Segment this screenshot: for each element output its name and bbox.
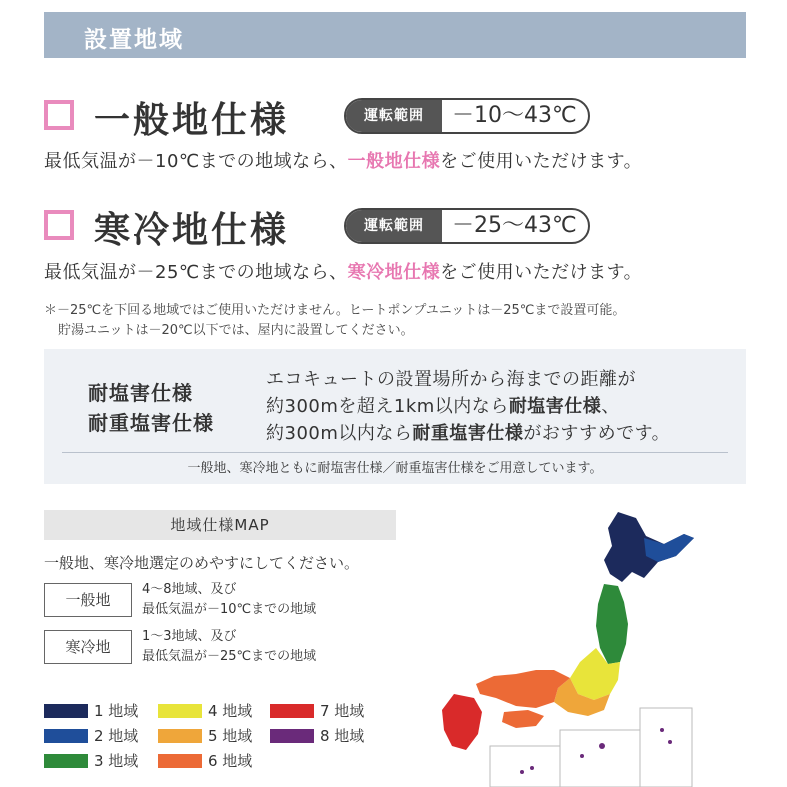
salt-footer-note: 一般地、寒冷地ともに耐塩害仕様／耐重塩害仕様をご用意しています。: [187, 461, 603, 476]
salt-line2-bold: 耐塩害仕様: [508, 396, 602, 417]
map-island-6: [668, 740, 672, 744]
map-guide-text: 一般地、寒冷地選定のめやすにしてください。: [44, 554, 360, 572]
section-header: [44, 12, 746, 58]
legend-label-7: 7 地域: [320, 702, 365, 720]
map-okinawa-islands: [520, 728, 672, 774]
map-inset-box-1: [490, 746, 560, 787]
cold-spec-desc: [44, 258, 642, 284]
legend-swatch-7: [270, 704, 314, 718]
map-island-2: [530, 766, 534, 770]
general-desc-before: 最低気温が－10℃までの地域なら、: [44, 151, 348, 172]
cold-range-pill: [344, 208, 590, 244]
general-desc-highlight: 一般地仕様: [347, 151, 441, 172]
legend-swatch-2: [44, 729, 88, 743]
map-hokkaido-east: [644, 534, 694, 562]
cold-desc-before: 最低気温が－25℃までの地域なら、: [44, 262, 348, 283]
salt-desc-line-2: [266, 392, 620, 418]
salt-line3-before: 約300m以内なら: [266, 423, 413, 444]
note-line-2: 貯湯ユニットは－20℃以下では、屋内に設置してください。: [58, 323, 414, 338]
japan-region-map: [432, 498, 752, 787]
cold-type-desc: [142, 627, 316, 667]
map-island-4: [599, 743, 605, 749]
salt-line2-after: 、: [601, 396, 620, 417]
legend-label-3: 3 地域: [94, 752, 139, 770]
note-line-1: ＊－25℃を下回る地域ではご使用いただけません。ヒートポンプユニットは－25℃まで設置可能。: [44, 303, 626, 318]
salt-title-2: 耐重塩害仕様: [88, 411, 214, 435]
cold-type-desc-1: 1～3地域、及び: [142, 629, 237, 644]
salt-desc-line-1: エコキュートの設置場所から海までの距離が: [266, 369, 636, 390]
legend-swatch-4: [158, 704, 202, 718]
general-type-desc-2: 最低気温が－10℃までの地域: [142, 602, 317, 617]
salt-line3-bold: 耐重塩害仕様: [412, 423, 524, 444]
cold-type-box: 寒冷地: [44, 630, 132, 664]
map-tohoku: [596, 584, 628, 664]
legend-swatch-8: [270, 729, 314, 743]
salt-damage-box: [44, 349, 746, 484]
salt-divider: [62, 452, 728, 453]
general-checkbox-icon: [44, 100, 74, 130]
map-island-1: [520, 770, 524, 774]
salt-line3-after: がおすすめです。: [523, 423, 671, 444]
general-type-desc-1: 4～8地域、及び: [142, 582, 237, 597]
map-inset-box-3: [640, 708, 692, 787]
map-inset-box-2: [560, 730, 640, 787]
salt-desc-line-3: [266, 419, 670, 445]
legend-swatch-6: [158, 754, 202, 768]
legend-label-6: 6 地域: [208, 752, 253, 770]
section-title: 設置地域: [84, 27, 184, 53]
general-range-pill: [344, 98, 590, 134]
legend-swatch-5: [158, 729, 202, 743]
cold-spec-title: 寒冷地仕様: [94, 210, 290, 251]
cold-range-value: －25～43℃: [452, 213, 577, 238]
cold-desc-highlight: 寒冷地仕様: [347, 262, 441, 283]
general-spec-desc: [44, 147, 642, 173]
general-type-desc: [142, 580, 316, 620]
map-kyushu: [442, 694, 482, 750]
map-island-5: [660, 728, 664, 732]
salt-title-1: 耐塩害仕様: [88, 381, 193, 405]
legend-swatch-3: [44, 754, 88, 768]
salt-line2-before: 約300mを超え1km以内なら: [266, 396, 509, 417]
cold-checkbox-icon: [44, 210, 74, 240]
cold-desc-after: をご使用いただけます。: [440, 262, 643, 283]
legend-label-8: 8 地域: [320, 727, 365, 745]
legend-label-2: 2 地域: [94, 727, 139, 745]
general-desc-after: をご使用いただけます。: [440, 151, 643, 172]
legend-swatch-1: [44, 704, 88, 718]
general-range-label: 運転範囲: [346, 100, 442, 132]
map-header: 地域仕様MAP: [44, 510, 396, 540]
general-spec-title: 一般地仕様: [94, 100, 290, 141]
general-type-box: 一般地: [44, 583, 132, 617]
cold-type-desc-2: 最低気温が－25℃までの地域: [142, 649, 317, 664]
legend-label-5: 5 地域: [208, 727, 253, 745]
map-island-3: [580, 754, 584, 758]
cold-range-label: 運転範囲: [346, 210, 442, 242]
map-shikoku: [502, 710, 544, 728]
legend-label-4: 4 地域: [208, 702, 253, 720]
general-range-value: －10～43℃: [452, 103, 577, 128]
legend-label-1: 1 地域: [94, 702, 139, 720]
